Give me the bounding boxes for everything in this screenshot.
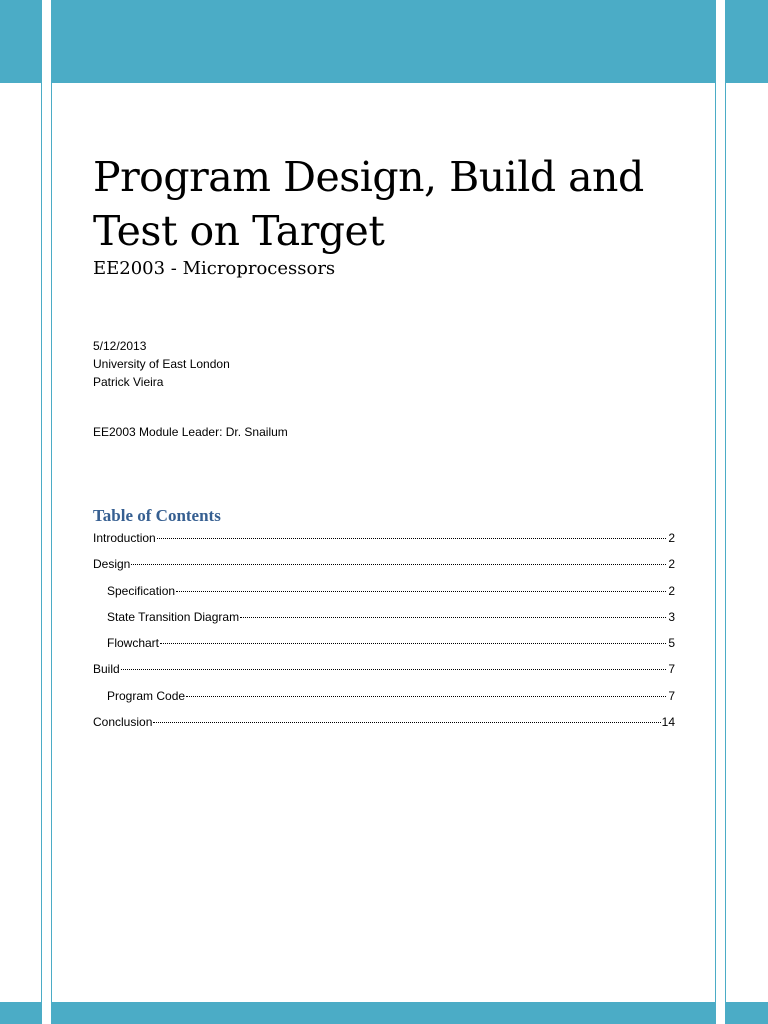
- toc-entry-state-transition-diagram[interactable]: [93, 608, 675, 634]
- document-subtitle: EE2003 - Microprocessors: [93, 258, 336, 279]
- toc-entry-design[interactable]: [93, 555, 675, 581]
- toc-leader-dots: [121, 669, 666, 670]
- right-border-line: [725, 0, 726, 1024]
- title-line-2: Test on Target: [93, 207, 385, 255]
- toc-entry-page: 5: [668, 636, 675, 651]
- toc-entry-page: 3: [668, 609, 675, 624]
- university-name: University of East London: [93, 357, 230, 371]
- toc-entry-build[interactable]: [93, 660, 675, 686]
- toc-heading: Table of Contents: [93, 506, 221, 525]
- toc-entry-label: Flowchart: [107, 636, 160, 651]
- document-date: 5/12/2013: [93, 339, 147, 353]
- left-top-band: [0, 0, 41, 83]
- left-inner-border-line: [51, 0, 52, 1024]
- toc-leader-dots: [160, 643, 666, 644]
- toc-entry-page: 2: [668, 583, 675, 598]
- top-band: [51, 0, 715, 83]
- toc-entry-label: Introduction: [93, 531, 156, 545]
- toc-entry-page: 2: [668, 531, 675, 545]
- left-bottom-band: [0, 1002, 41, 1024]
- toc-entry-conclusion[interactable]: [93, 713, 675, 739]
- author-info: [93, 337, 230, 391]
- toc-leader-dots: [153, 722, 660, 723]
- toc-entry-page: 7: [668, 662, 675, 677]
- toc-entry-label: Conclusion: [93, 715, 153, 730]
- toc-leader-dots: [186, 696, 666, 697]
- toc-leader-dots: [240, 617, 666, 618]
- toc-entry-label: Program Code: [107, 688, 186, 703]
- document-title: [93, 150, 693, 258]
- toc-entry-page: 14: [661, 715, 675, 730]
- toc-entry-label: Build: [93, 662, 120, 677]
- toc-entry-specification[interactable]: [93, 582, 675, 608]
- toc-entry-flowchart[interactable]: [93, 634, 675, 660]
- right-top-band: [725, 0, 768, 83]
- toc-leader-dots: [176, 591, 666, 592]
- toc-entry-introduction[interactable]: [93, 529, 675, 555]
- author-name: Patrick Vieira: [93, 375, 164, 389]
- module-leader-info: [93, 423, 288, 441]
- title-line-1: Program Design, Build and: [93, 153, 644, 201]
- left-border-line: [41, 0, 42, 1024]
- bottom-band: [51, 1002, 715, 1024]
- toc-entry-label: Design: [93, 557, 131, 572]
- right-bottom-band: [725, 1002, 768, 1024]
- toc-leader-dots: [157, 538, 666, 539]
- toc-entry-page: 2: [668, 557, 675, 572]
- table-of-contents: [93, 529, 675, 739]
- right-inner-border-line: [715, 0, 716, 1024]
- toc-entry-label: State Transition Diagram: [107, 609, 240, 624]
- toc-entry-program-code[interactable]: [93, 687, 675, 713]
- toc-leader-dots: [131, 564, 666, 565]
- toc-entry-label: Specification: [107, 583, 176, 598]
- module-leader: EE2003 Module Leader: Dr. Snailum: [93, 425, 288, 439]
- toc-entry-page: 7: [668, 688, 675, 703]
